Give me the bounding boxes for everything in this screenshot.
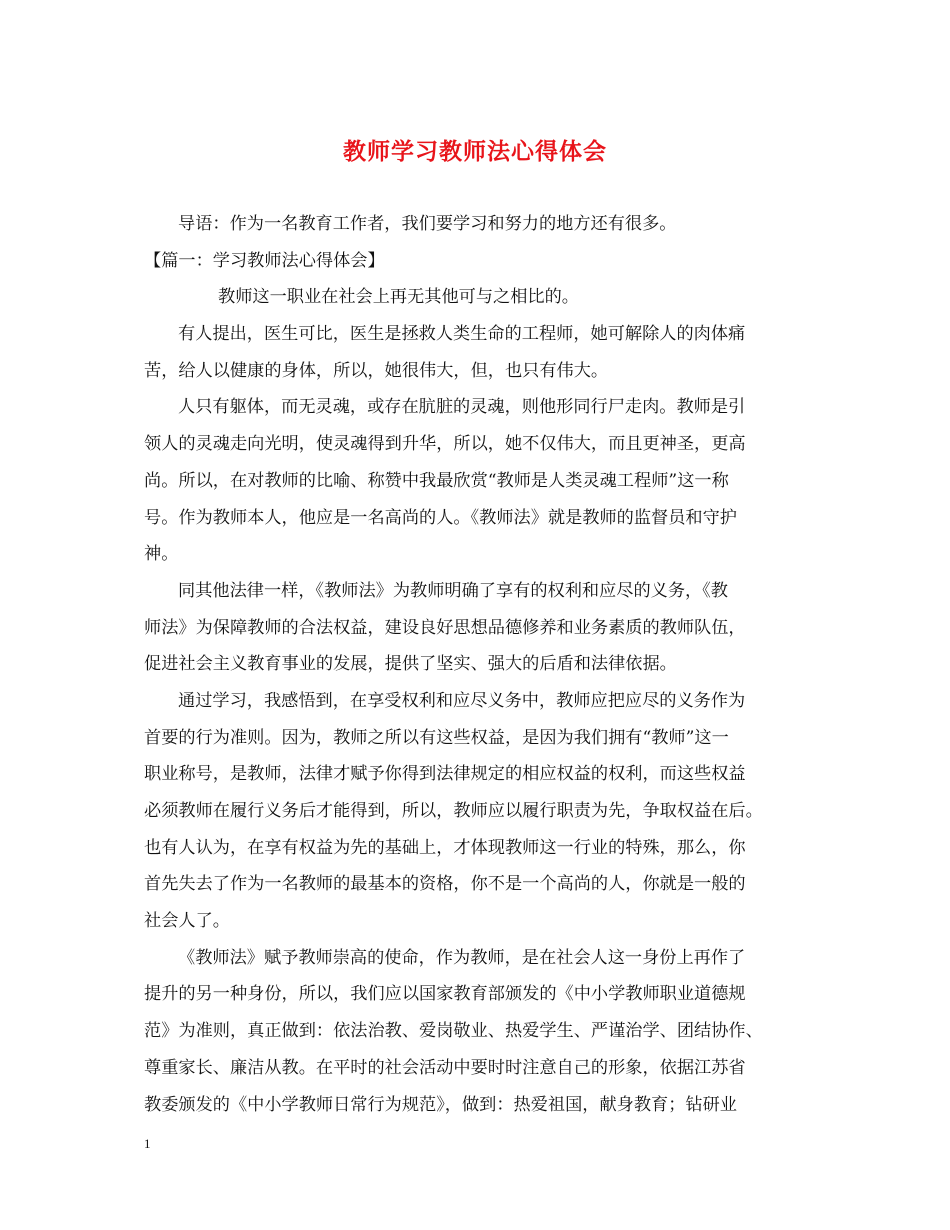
- paragraph-line: 社会人了。: [144, 911, 230, 932]
- paragraph-line: 人只有躯体，而无灵魂，或存在肮脏的灵魂，则他形同行尸走肉。教师是引: [178, 397, 746, 418]
- paragraph-line: 师法》为保障教师的合法权益，建设良好思想品德修养和业务素质的教师队伍，: [144, 617, 746, 638]
- document-body: [144, 206, 810, 1123]
- intro-line: 导语：作为一名教育工作者，我们要学习和努力的地方还有很多。: [178, 214, 677, 234]
- paragraph-line: 也有人认为，在享有权益为先的基础上，才体现教师这一行业的特殊，那么，你: [144, 837, 746, 858]
- paragraph-line: 必须教师在履行义务后才能得到，所以，教师应以履行职责为先，争取权益在后。: [144, 801, 763, 821]
- section-heading: 【篇一：学习教师法心得体会】: [144, 250, 385, 271]
- paragraph-line: 教委颁发的《中小学教师日常行为规范》，做到：热爱祖国，献身教育；钻研业: [144, 1094, 737, 1115]
- paragraph-line: 通过学习，我感悟到，在享受权利和应尽义务中，教师应把应尽的义务作为: [178, 690, 746, 711]
- paragraph-line: 神。: [144, 544, 179, 565]
- paragraph-line: 苦，给人以健康的身体，所以，她很伟大，但，也只有伟大。: [144, 360, 609, 381]
- paragraph-line: 促进社会主义教育事业的发展，提供了坚实、强大的后盾和法律依据。: [144, 654, 677, 675]
- paragraph-line: 领人的灵魂走向光明，使灵魂得到升华，所以，她不仅伟大，而且更神圣，更高: [144, 434, 746, 455]
- paragraph-line: 号。作为教师本人，他应是一名高尚的人。《教师法》就是教师的监督员和守护: [144, 507, 737, 528]
- paragraph-line: 职业称号，是教师，法律才赋予你得到法律规定的相应权益的权利，而这些权益: [144, 764, 746, 785]
- paragraph-line: 《教师法》赋予教师崇高的使命，作为教师，是在社会人这一身份上再作了: [178, 947, 746, 968]
- paragraph-line: 范》为准则，真正做到：依法治教、爱岗敬业、热爱学生、严谨治学、团结协作、: [144, 1021, 763, 1042]
- paragraph-line: 首要的行为准则。因为，教师之所以有这些权益，是因为我们拥有“教师”这一: [144, 727, 729, 748]
- paragraph-line: 首先失去了作为一名教师的最基本的资格，你不是一个高尚的人，你就是一般的: [144, 874, 746, 895]
- paragraph-line: 尚。所以，在对教师的比喻、称赞中我最欣赏“教师是人类灵魂工程师”这一称: [144, 470, 729, 491]
- page-number: 1: [144, 1136, 151, 1151]
- paragraph-line: 同其他法律一样，《教师法》为教师明确了享有的权利和应尽的义务，《教: [178, 580, 728, 601]
- paragraph-line: 有人提出，医生可比，医生是拯救人类生命的工程师，她可解除人的肉体痛: [178, 324, 746, 345]
- paragraph-line: 尊重家长、廉洁从教。在平时的社会活动中要时时注意自己的形象，依据江苏省: [144, 1057, 746, 1078]
- paragraph-line: 提升的另一种身份，所以，我们应以国家教育部颁发的《中小学教师职业道德规: [144, 984, 746, 1005]
- document-title: 教师学习教师法心得体会: [343, 138, 607, 165]
- paragraph-line: 教师这一职业在社会上再无其他可与之相比的。: [218, 287, 579, 308]
